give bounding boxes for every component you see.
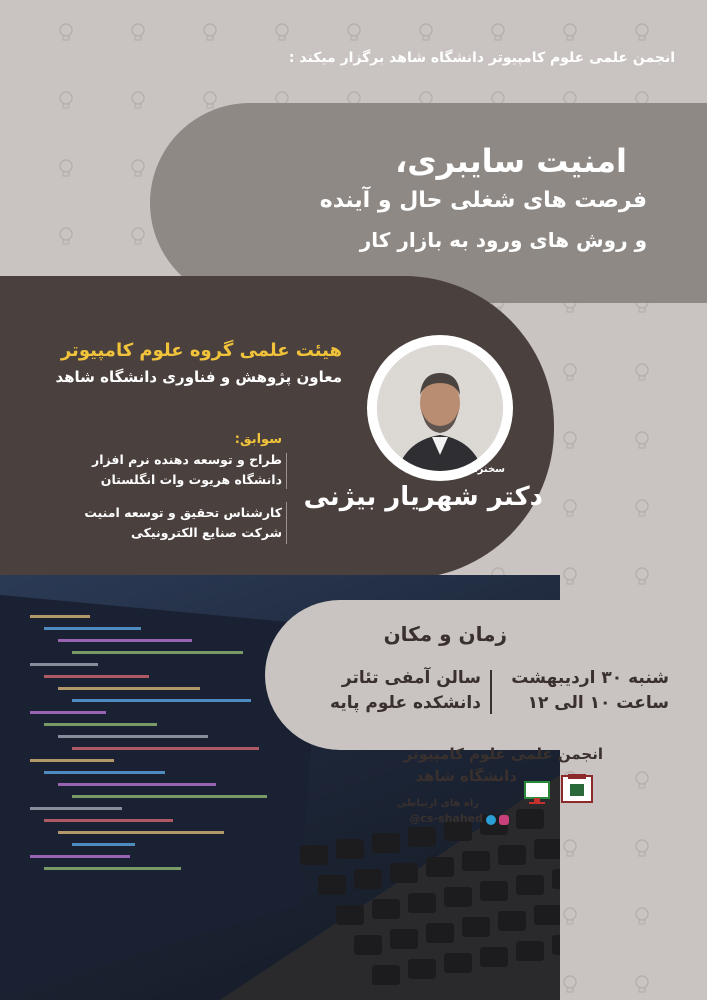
speaker-photo-frame xyxy=(367,335,513,481)
title-line-2: فرصت های شغلی حال و آینده xyxy=(319,188,647,213)
telegram-icon[interactable] xyxy=(486,815,496,825)
org-line-1: انجمن علمی علوم کامپیوتر xyxy=(403,745,603,763)
university-logo xyxy=(560,772,594,804)
speaker-portrait-icon xyxy=(377,345,503,471)
speaker-position-2: معاون پژوهش و فناوری دانشگاه شاهد xyxy=(55,368,342,386)
cs-association-logo xyxy=(522,780,552,806)
event-date: شنبه ۳۰ اردیبهشت xyxy=(511,668,669,688)
event-divider xyxy=(490,670,492,714)
contact-label: راه های ارتباطی xyxy=(396,798,479,809)
event-venue: سالن آمفی تئاتر xyxy=(341,668,481,688)
divider xyxy=(286,502,287,544)
title-line-1: امنیت سایبری، xyxy=(395,142,627,180)
event-time: ساعت ۱۰ الی ۱۲ xyxy=(527,693,669,713)
background-2-line-1: کارشناس تحقیق و توسعه امنیت xyxy=(84,505,282,520)
instagram-icon[interactable] xyxy=(499,815,509,825)
speaker-name: دکتر شهریار بیژنی xyxy=(303,482,543,512)
background-1-line-2: دانشگاه هریوت وات انگلستان xyxy=(100,472,282,487)
background-2-line-2: شرکت صنایع الکترونیکی xyxy=(131,525,282,540)
speaker-position-1: هیئت علمی گروه علوم کامپیوتر xyxy=(60,340,342,361)
background-title: سوابق: xyxy=(234,432,282,447)
organizer-header: انجمن علمی علوم کامپیوتر دانشگاه شاهد برگزار میکند : xyxy=(288,50,675,66)
title-line-3: و روش های ورود به بازار کار xyxy=(359,228,647,252)
speaker-photo xyxy=(377,345,503,471)
background-1-line-1: طراح و توسعه دهنده نرم افزار xyxy=(92,452,282,467)
org-line-2: دانشگاه شاهد xyxy=(415,767,517,785)
event-heading: زمان و مکان xyxy=(383,622,507,646)
speaker-label: سخنران xyxy=(465,464,505,475)
contact-handle[interactable]: @cs-shahed xyxy=(409,812,483,825)
event-venue-2: دانشکده علوم پایه xyxy=(330,693,481,713)
divider xyxy=(286,453,287,489)
